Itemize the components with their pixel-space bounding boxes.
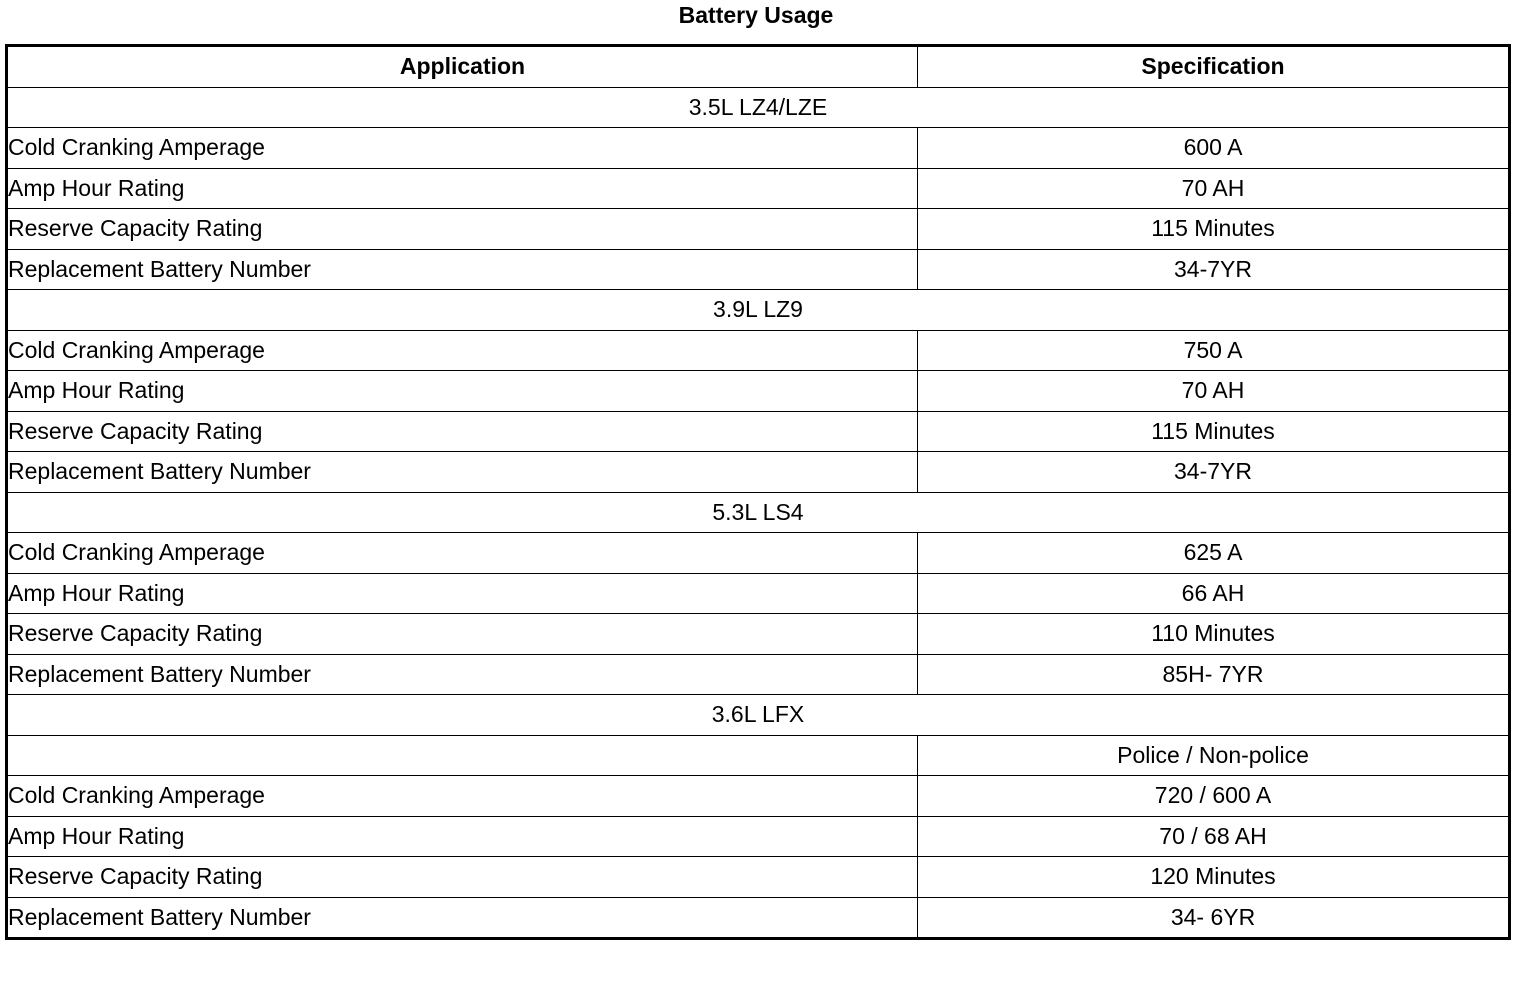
application-cell: Cold Cranking Amperage bbox=[7, 128, 918, 169]
table-row bbox=[7, 776, 1510, 817]
application-cell: Replacement Battery Number bbox=[7, 654, 918, 695]
table-title: Battery Usage bbox=[678, 2, 834, 28]
application-cell: Cold Cranking Amperage bbox=[7, 330, 918, 371]
specification-cell: 66 AH bbox=[918, 573, 1510, 614]
battery-usage-table bbox=[5, 44, 1511, 940]
engine-group-label: 3.9L LZ9 bbox=[7, 290, 1510, 331]
table-body bbox=[7, 87, 1510, 939]
table-row bbox=[7, 735, 1510, 776]
table-row bbox=[7, 614, 1510, 655]
application-cell: Reserve Capacity Rating bbox=[7, 209, 918, 250]
specification-cell: 34-7YR bbox=[918, 249, 1510, 290]
table-row bbox=[7, 168, 1510, 209]
engine-group-label: 5.3L LS4 bbox=[7, 492, 1510, 533]
application-cell: Replacement Battery Number bbox=[7, 897, 918, 939]
table-row bbox=[7, 857, 1510, 898]
specification-cell: Police / Non-police bbox=[918, 735, 1510, 776]
engine-group-row bbox=[7, 492, 1510, 533]
table-row bbox=[7, 533, 1510, 574]
engine-group-label: 3.5L LZ4/LZE bbox=[7, 87, 1510, 128]
specification-cell: 720 / 600 A bbox=[918, 776, 1510, 817]
engine-group-label: 3.6L LFX bbox=[7, 695, 1510, 736]
application-cell: Reserve Capacity Rating bbox=[7, 857, 918, 898]
specification-cell: 120 Minutes bbox=[918, 857, 1510, 898]
application-cell: Amp Hour Rating bbox=[7, 816, 918, 857]
header-row bbox=[7, 46, 1510, 88]
specification-cell: 110 Minutes bbox=[918, 614, 1510, 655]
application-cell: Cold Cranking Amperage bbox=[7, 533, 918, 574]
application-cell: Cold Cranking Amperage bbox=[7, 776, 918, 817]
engine-group-row bbox=[7, 290, 1510, 331]
application-cell: Reserve Capacity Rating bbox=[7, 411, 918, 452]
specification-cell: 70 AH bbox=[918, 168, 1510, 209]
specification-cell: 115 Minutes bbox=[918, 209, 1510, 250]
specification-cell: 34- 6YR bbox=[918, 897, 1510, 939]
specification-column-header: Specification bbox=[918, 46, 1510, 88]
table-row bbox=[7, 452, 1510, 493]
specification-cell: 34-7YR bbox=[918, 452, 1510, 493]
specification-cell: 85H- 7YR bbox=[918, 654, 1510, 695]
specification-cell: 750 A bbox=[918, 330, 1510, 371]
specification-cell: 625 A bbox=[918, 533, 1510, 574]
application-cell bbox=[7, 735, 918, 776]
table-row bbox=[7, 654, 1510, 695]
table-row bbox=[7, 128, 1510, 169]
table-row bbox=[7, 249, 1510, 290]
application-cell: Amp Hour Rating bbox=[7, 371, 918, 412]
table-row bbox=[7, 330, 1510, 371]
application-cell: Amp Hour Rating bbox=[7, 168, 918, 209]
engine-group-row bbox=[7, 695, 1510, 736]
application-cell: Reserve Capacity Rating bbox=[7, 614, 918, 655]
table-row bbox=[7, 816, 1510, 857]
engine-group-row bbox=[7, 87, 1510, 128]
table-row bbox=[7, 411, 1510, 452]
application-cell: Replacement Battery Number bbox=[7, 249, 918, 290]
table-row bbox=[7, 371, 1510, 412]
specification-cell: 600 A bbox=[918, 128, 1510, 169]
specification-cell: 70 / 68 AH bbox=[918, 816, 1510, 857]
table-row bbox=[7, 897, 1510, 939]
application-cell: Amp Hour Rating bbox=[7, 573, 918, 614]
specification-cell: 115 Minutes bbox=[918, 411, 1510, 452]
specification-cell: 70 AH bbox=[918, 371, 1510, 412]
table-row bbox=[7, 209, 1510, 250]
application-column-header: Application bbox=[7, 46, 918, 88]
table-row bbox=[7, 573, 1510, 614]
application-cell: Replacement Battery Number bbox=[7, 452, 918, 493]
